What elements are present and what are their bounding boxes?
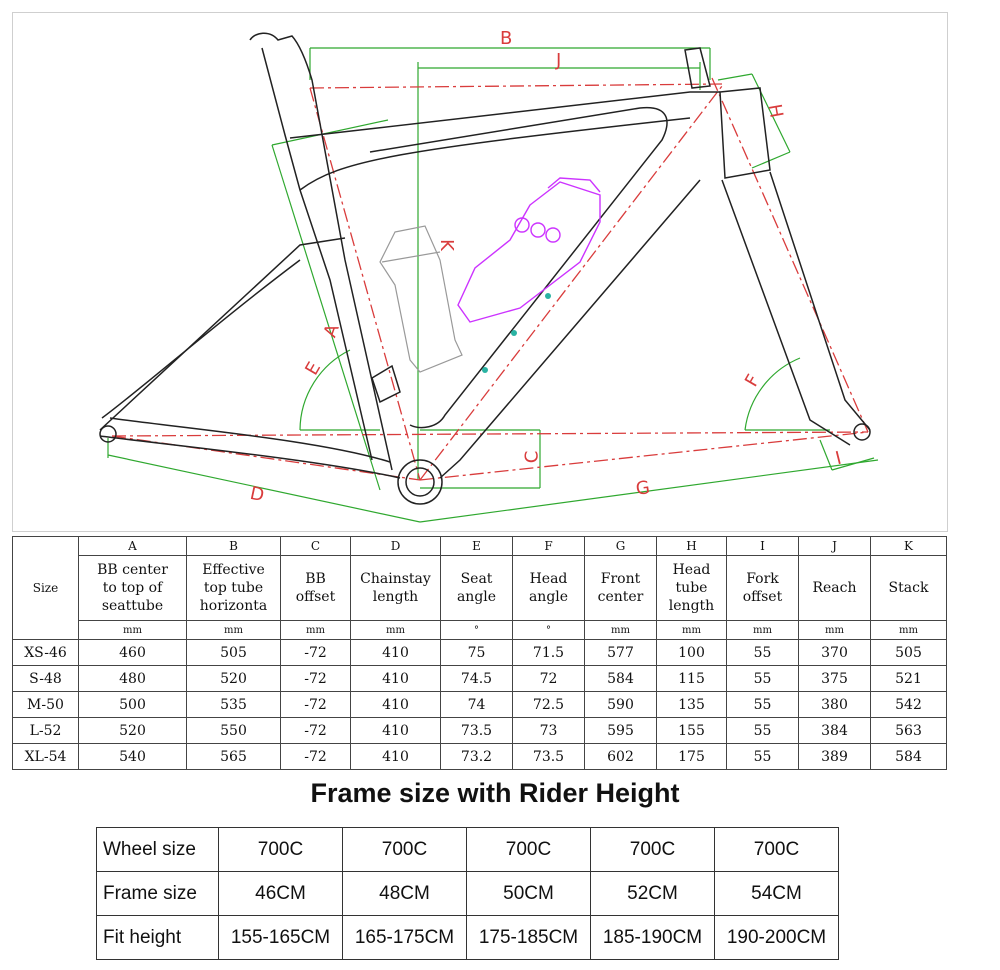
- col-desc: Seat angle: [441, 556, 513, 621]
- col-desc: Front center: [585, 556, 657, 621]
- fit-value-cell: 700C: [715, 828, 839, 872]
- value-cell: 500: [79, 692, 187, 718]
- geometry-table: [12, 536, 947, 770]
- col-desc: Effective top tube horizonta: [187, 556, 281, 621]
- value-cell: 135: [657, 692, 727, 718]
- col-desc: Stack: [871, 556, 947, 621]
- label-h: H: [763, 102, 787, 120]
- value-cell: 410: [351, 640, 441, 666]
- value-cell: 460: [79, 640, 187, 666]
- col-unit: mm: [727, 621, 799, 640]
- value-cell: 550: [187, 718, 281, 744]
- label-g: G: [634, 477, 652, 500]
- value-cell: 505: [187, 640, 281, 666]
- label-f: F: [741, 371, 765, 391]
- col-desc: BB offset: [281, 556, 351, 621]
- value-cell: 505: [871, 640, 947, 666]
- fit-section-title: Frame size with Rider Height: [310, 778, 680, 808]
- col-unit: mm: [281, 621, 351, 640]
- col-letter: B: [187, 537, 281, 556]
- value-cell: 520: [187, 666, 281, 692]
- col-unit: °: [513, 621, 585, 640]
- fit-row: [97, 916, 839, 960]
- value-cell: -72: [281, 692, 351, 718]
- col-letter: H: [657, 537, 727, 556]
- value-cell: 100: [657, 640, 727, 666]
- value-cell: 375: [799, 666, 871, 692]
- value-cell: 521: [871, 666, 947, 692]
- table-row: [13, 666, 947, 692]
- value-cell: 55: [727, 692, 799, 718]
- value-cell: 115: [657, 666, 727, 692]
- fit-value-cell: 52CM: [591, 872, 715, 916]
- value-cell: 520: [79, 718, 187, 744]
- fit-value-cell: 700C: [343, 828, 467, 872]
- col-letter: E: [441, 537, 513, 556]
- value-cell: -72: [281, 744, 351, 770]
- fit-value-cell: 700C: [219, 828, 343, 872]
- col-letter: J: [799, 537, 871, 556]
- fit-row-label: Wheel size: [97, 828, 219, 872]
- value-cell: 74: [441, 692, 513, 718]
- value-cell: 370: [799, 640, 871, 666]
- label-j: J: [556, 50, 562, 71]
- col-unit: mm: [187, 621, 281, 640]
- bottle-bolts: [482, 293, 551, 373]
- col-unit: °: [441, 621, 513, 640]
- chainstay: [100, 436, 400, 478]
- col-desc: Head tube length: [657, 556, 727, 621]
- value-cell: 410: [351, 692, 441, 718]
- fit-value-cell: 175-185CM: [467, 916, 591, 960]
- fit-value-cell: 185-190CM: [591, 916, 715, 960]
- value-cell: 75: [441, 640, 513, 666]
- value-cell: 55: [727, 744, 799, 770]
- col-letter: F: [513, 537, 585, 556]
- fit-value-cell: 155-165CM: [219, 916, 343, 960]
- value-cell: 410: [351, 744, 441, 770]
- size-cell: S-48: [13, 666, 79, 692]
- col-unit: mm: [79, 621, 187, 640]
- value-cell: 55: [727, 666, 799, 692]
- frame-outline: [100, 33, 870, 507]
- value-cell: 389: [799, 744, 871, 770]
- value-cell: 74.5: [441, 666, 513, 692]
- value-cell: 155: [657, 718, 727, 744]
- fit-row-label: Frame size: [97, 872, 219, 916]
- col-desc: Chainstay length: [351, 556, 441, 621]
- value-cell: 73.5: [513, 744, 585, 770]
- dim-line-a: [272, 145, 380, 490]
- bottle-purple: [458, 178, 600, 322]
- size-cell: XL-54: [13, 744, 79, 770]
- table-row: [13, 718, 947, 744]
- red-center-lines: [112, 78, 868, 480]
- value-cell: 584: [871, 744, 947, 770]
- size-cell: XS-46: [13, 640, 79, 666]
- value-cell: -72: [281, 718, 351, 744]
- fit-row: [97, 872, 839, 916]
- value-cell: 175: [657, 744, 727, 770]
- value-cell: 542: [871, 692, 947, 718]
- label-d: D: [248, 482, 267, 507]
- value-cell: -72: [281, 666, 351, 692]
- fork: [722, 172, 870, 445]
- col-unit: mm: [585, 621, 657, 640]
- value-cell: 410: [351, 666, 441, 692]
- fit-table: [96, 827, 839, 960]
- value-cell: 602: [585, 744, 657, 770]
- fit-value-cell: 700C: [591, 828, 715, 872]
- value-cell: 577: [585, 640, 657, 666]
- value-cell: -72: [281, 640, 351, 666]
- value-cell: 584: [585, 666, 657, 692]
- value-cell: 563: [871, 718, 947, 744]
- col-letter: K: [871, 537, 947, 556]
- geometry-table-body: [13, 640, 947, 770]
- table-row: [13, 744, 947, 770]
- col-letter: I: [727, 537, 799, 556]
- dim-line-a-top: [272, 120, 388, 145]
- col-unit: mm: [657, 621, 727, 640]
- label-i: I: [833, 447, 844, 470]
- col-desc: Fork offset: [727, 556, 799, 621]
- fit-table-body: [97, 828, 839, 960]
- value-cell: 55: [727, 718, 799, 744]
- value-cell: 565: [187, 744, 281, 770]
- label-a: A: [319, 321, 344, 341]
- value-cell: 480: [79, 666, 187, 692]
- value-cell: 72.5: [513, 692, 585, 718]
- value-cell: 55: [727, 640, 799, 666]
- col-unit: mm: [351, 621, 441, 640]
- col-letter: D: [351, 537, 441, 556]
- value-cell: 540: [79, 744, 187, 770]
- value-cell: 72: [513, 666, 585, 692]
- value-cell: 71.5: [513, 640, 585, 666]
- fit-row: [97, 828, 839, 872]
- size-header: Size: [13, 537, 79, 640]
- label-e: E: [301, 358, 326, 379]
- value-cell: 595: [585, 718, 657, 744]
- fit-row-label: Fit height: [97, 916, 219, 960]
- value-cell: 535: [187, 692, 281, 718]
- label-k: K: [435, 239, 457, 251]
- fit-value-cell: 190-200CM: [715, 916, 839, 960]
- value-cell: 410: [351, 718, 441, 744]
- col-desc: Head angle: [513, 556, 585, 621]
- size-cell: M-50: [13, 692, 79, 718]
- col-letter: G: [585, 537, 657, 556]
- value-cell: 590: [585, 692, 657, 718]
- value-cell: 73.5: [441, 718, 513, 744]
- fit-value-cell: 48CM: [343, 872, 467, 916]
- value-cell: 73.2: [441, 744, 513, 770]
- seat-stay: [100, 238, 345, 430]
- down-tube: [370, 108, 667, 428]
- fit-value-cell: 54CM: [715, 872, 839, 916]
- table-row: [13, 640, 947, 666]
- fit-value-cell: 46CM: [219, 872, 343, 916]
- fit-value-cell: 700C: [467, 828, 591, 872]
- value-cell: 380: [799, 692, 871, 718]
- col-unit: mm: [871, 621, 947, 640]
- size-cell: L-52: [13, 718, 79, 744]
- col-unit: mm: [799, 621, 871, 640]
- value-cell: 384: [799, 718, 871, 744]
- table-row: [13, 692, 947, 718]
- col-desc: Reach: [799, 556, 871, 621]
- col-letter: A: [79, 537, 187, 556]
- fit-value-cell: 50CM: [467, 872, 591, 916]
- label-b: B: [500, 28, 513, 49]
- col-desc: BB center to top of seattube: [79, 556, 187, 621]
- head-tube: [720, 88, 770, 178]
- col-letter: C: [281, 537, 351, 556]
- top-tube: [290, 92, 720, 138]
- value-cell: 73: [513, 718, 585, 744]
- bottom-bracket: [406, 468, 434, 496]
- fit-value-cell: 165-175CM: [343, 916, 467, 960]
- label-c: C: [521, 450, 543, 464]
